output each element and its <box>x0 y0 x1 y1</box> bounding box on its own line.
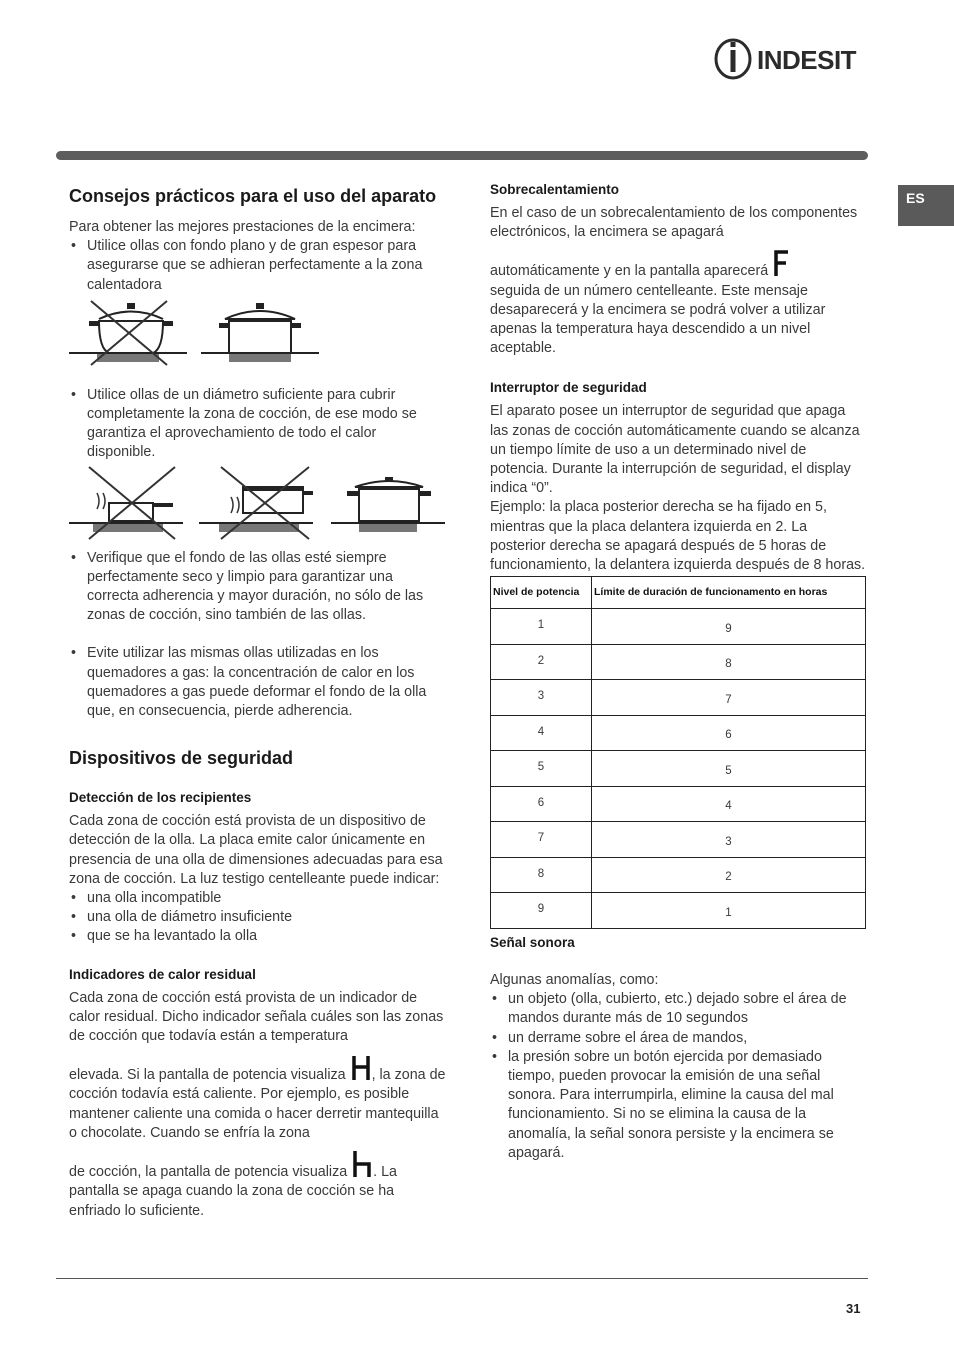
deteccion-item: • una olla incompatible <box>69 889 447 908</box>
interruptor-example: Ejemplo: la placa posterior derecha se ha fijado en 5, mientras que la placa delantera izquierda en 2. La posterior derecha se apagará después de 5 horas de funcionamiento, la delantera izquierda después de 8 horas. <box>490 499 866 574</box>
svg-text:INDESIT: INDESIT <box>757 45 857 75</box>
intro-text: Para obtener las mejores prestaciones de la encimera: <box>69 219 416 235</box>
table-row <box>491 751 866 787</box>
section-title-seguridad: Dispositivos de seguridad <box>69 748 294 769</box>
calor-residual-text-b: elevada. Si la pantalla de potencia visualiza , la zona de cocción todavía está caliente. Por ejemplo, es posible mantener caliente una comida o hacer derretir mantequilla o chocolate. Cuando se enfría la zona <box>69 1054 447 1143</box>
table-row <box>491 822 866 858</box>
table-cell-hours: 5 <box>592 751 866 787</box>
table-row <box>491 715 866 751</box>
senal-sonora-item: • un derrame sobre el área de mandos, <box>490 1029 866 1048</box>
tip-dry-clean: • Verifique que el fondo de las ollas esté siempre perfectamente seco y limpio para garantizar una correcta adherencia y mayor duración, no sólo de las zonas de cocción, sino también de las ollas. <box>69 549 447 626</box>
senal-sonora-item: • un objeto (olla, cubierto, etc.) dejado sobre el área de mandos durante más de 10 segundos <box>490 990 866 1028</box>
subtitle-sobrecalentamiento: Sobrecalentamiento <box>490 182 620 197</box>
tips-list-1 <box>69 237 447 295</box>
subtitle-senal-sonora: Señal sonora <box>490 934 575 950</box>
table-row <box>491 786 866 822</box>
senal-sonora-list <box>490 990 866 1163</box>
table-cell-level: 2 <box>491 644 592 680</box>
table-cell-level: 1 <box>491 609 592 645</box>
table-cell-hours: 3 <box>592 822 866 858</box>
language-tab: ES <box>898 185 954 226</box>
deteccion-item: • una olla de diámetro insuficiente <box>69 908 447 927</box>
calor-residual-text-c: de cocción, la pantalla de potencia visualiza . La pantalla se apaga cuando la zona de cocción se ha enfriado lo suficiente. <box>69 1151 447 1221</box>
table-row <box>491 680 866 716</box>
table-cell-hours: 6 <box>592 715 866 751</box>
table-cell-hours: 4 <box>592 786 866 822</box>
table-cell-level: 5 <box>491 751 592 787</box>
subtitle-interruptor: Interruptor de seguridad <box>490 380 647 396</box>
table-row <box>491 609 866 645</box>
right-column <box>490 180 866 1163</box>
deteccion-text: Cada zona de cocción está provista de un dispositivo de detección de la olla. La placa emite calor únicamente en presencia de una olla de dimensiones adecuadas para esa zona de cocción. La luz testigo centelleante puede indicar: <box>69 813 443 887</box>
sobrecalentamiento-text-b: automáticamente y en la pantalla aparecerá seguida de un número centelleante. Este mensaje desaparecerá y la encimera se podrá volver a utilizar apenas la temperatura haya descendido a un nivel aceptable. <box>490 250 866 358</box>
deteccion-item: • que se ha levantado la olla <box>69 927 447 946</box>
pan-diameter-illustration <box>69 465 447 541</box>
table-cell-hours: 8 <box>592 644 866 680</box>
table-cell-hours: 2 <box>592 857 866 893</box>
subtitle-deteccion: Detección de los recipientes <box>69 790 252 806</box>
table-cell-level: 6 <box>491 786 592 822</box>
table-header-level: Nivel de potencia <box>491 577 592 609</box>
display-h-icon <box>351 1151 373 1179</box>
subtitle-calor-residual: Indicadores de calor residual <box>69 966 256 982</box>
table-cell-level: 3 <box>491 680 592 716</box>
top-divider-bar <box>56 151 868 160</box>
tips-list-2 <box>69 386 447 463</box>
power-limit-table <box>490 576 866 929</box>
table-row <box>491 644 866 680</box>
tips-list-3 <box>69 549 447 722</box>
table-cell-level: 7 <box>491 822 592 858</box>
table-row <box>491 857 866 893</box>
flat-pan-illustration <box>69 299 329 369</box>
senal-sonora-text: Algunas anomalías, como: <box>490 971 659 988</box>
table-header-hours: Límite de duración de funcionamento en horas <box>592 577 866 609</box>
brand-logo <box>713 36 873 82</box>
tip-no-gas-pans: • Evite utilizar las mismas ollas utilizadas en los quemadores a gas: la concentración de calor en los quemadores a gas puede deformar el fondo de la olla que, en consecuencia, pierde adherencia. <box>69 644 447 721</box>
senal-sonora-item: • la presión sobre un botón ejercida por demasiado tiempo, pueden provocar la emisión de una señal sonora. Para interrumpirla, elimine la causa del mal funcionamiento. Si no se elimina la causa de la anomalía, la señal sonora persiste y la encimera se apagará. <box>490 1048 866 1163</box>
calor-residual-text-a: Cada zona de cocción está provista de un indicador de calor residual. Dicho indicador señala cuáles son las zonas de cocción que todavía están a temperatura <box>69 989 444 1045</box>
display-H-icon <box>350 1054 372 1082</box>
section-title-consejos: Consejos prácticos para el uso del aparato <box>69 186 437 206</box>
display-F-icon <box>772 250 790 278</box>
bottom-divider <box>56 1278 868 1279</box>
table-cell-hours: 1 <box>592 893 866 929</box>
table-cell-hours: 7 <box>592 680 866 716</box>
sobrecalentamiento-text-a: En el caso de un sobrecalentamiento de los componentes electrónicos, la encimera se apagará <box>490 205 858 241</box>
deteccion-list <box>69 889 447 947</box>
interruptor-text: El aparato posee un interruptor de seguridad que apaga las zonas de cocción automáticamente cuando se alcanza un tiempo límite de uso a un determinado nivel de potencia. Durante la interrupción de seguridad, el display indica “0”. <box>490 403 860 497</box>
table-cell-hours: 9 <box>592 609 866 645</box>
table-row <box>491 893 866 929</box>
table-cell-level: 9 <box>491 893 592 929</box>
table-cell-level: 4 <box>491 715 592 751</box>
tip-flat-pans: • Utilice ollas con fondo plano y de gran espesor para asegurarse que se adhieran perfectamente a la zona calentadora <box>69 237 447 295</box>
table-cell-level: 8 <box>491 857 592 893</box>
tip-pan-diameter: • Utilice ollas de un diámetro suficiente para cubrir completamente la zona de cocción, de ese modo se garantiza el aprovechamiento de todo el calor disponible. <box>69 386 447 463</box>
page-number: 31 <box>846 1301 861 1316</box>
left-column <box>69 186 447 1221</box>
